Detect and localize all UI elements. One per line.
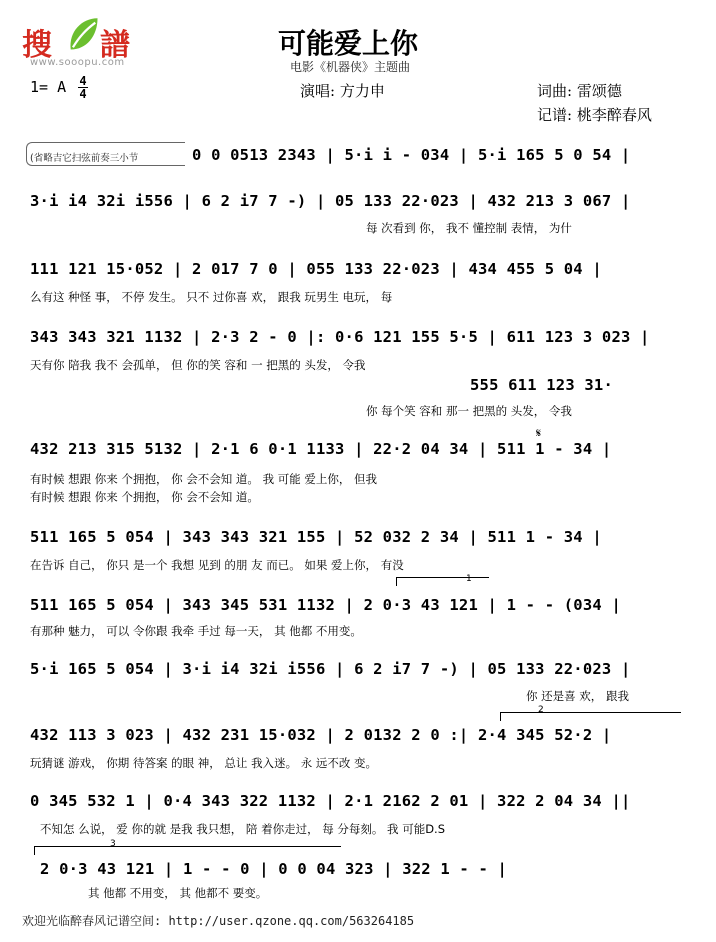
- volta-bracket-2: [500, 712, 681, 721]
- time-signature: [78, 75, 88, 100]
- lyric-row-7: 有那种 魅力， 可以 令你跟 我牵 手过 每一天， 其 他都 不用变。: [30, 624, 362, 638]
- notation-row-7: 511 165 5 054 | 343 345 531 1132 | 2 0·3 43 121 | 1 - - (034 |: [30, 596, 621, 614]
- lyric-row-3: 么有这 种怪 事， 不停 发生。 只不 过你喜 欢， 跟我 玩男生 电玩， 每: [30, 290, 393, 304]
- volta-label-1: 1: [466, 574, 472, 584]
- notation-row-11: 2 0·3 43 121 | 1 - - 0 | 0 0 04 323 | 322 1 - - |: [40, 860, 508, 878]
- leaf-icon: [66, 16, 100, 54]
- intro-note: (省略吉它扫弦前奏三小节: [30, 153, 139, 164]
- volta-bracket-3: [34, 846, 341, 855]
- notation-row-10: 0 345 532 1 | 0·4 343 322 1132 | 2·1 2162 2 01 | 322 2 04 34 ||: [30, 792, 631, 810]
- notation-row-5: 432 213 315 5132 | 2·1 6 0·1 1133 | 22·2 04 34 | 511 1 - 34 |: [30, 440, 612, 458]
- lyric-row-6: 在告诉 自己， 你只 是一个 我想 见到 的朋 友 而已。 如果 爱上你， 有没: [30, 558, 404, 572]
- notation-row-2: 3·i i4 32i i556 | 6 2 i7 7 -) | 05 133 22·023 | 432 213 3 067 |: [30, 192, 631, 210]
- notation-row-1: 0 0 0513 2343 | 5·i i - 034 | 5·i 165 5 0 54 |: [192, 146, 631, 164]
- segno-sign: 𝄋: [536, 426, 542, 440]
- notation-row-4: 343 343 321 1132 | 2·3 2 - 0 |: 0·6 121 155 5·5 | 611 123 3 023 |: [30, 328, 650, 346]
- notation-row-4-alt: 555 611 123 31·: [470, 376, 613, 394]
- logo-text-right: 譜: [100, 28, 130, 63]
- lyric-row-10: 不知怎 么说， 爱 你的就 是我 我只想， 陪 着你走过， 每 分每刻。 我 可能D.S: [40, 822, 446, 836]
- lyric-row-4: 天有你 陪我 我不 会孤单， 但 你的笑 容和 一 把黑的 头发， 令我: [30, 358, 366, 372]
- notation-row-9: 432 113 3 023 | 432 231 15·032 | 2 0132 2 0 :| 2·4 345 52·2 |: [30, 726, 612, 744]
- footer-text: 欢迎光临醉春风记谱空间: http://user.qzone.qq.com/563264185: [22, 914, 415, 928]
- logo-text-left: 搜: [22, 28, 52, 63]
- key-signature: 1= A: [30, 78, 67, 96]
- time-signature-bottom: 4: [79, 87, 87, 101]
- lyric-row-2: 每 次看到 你， 我不 懂控制 表情， 为什: [366, 221, 572, 235]
- credit-words-music: 词曲: 雷颂德: [537, 82, 622, 100]
- logo-url: www.sooopu.com: [30, 57, 125, 68]
- notation-row-6: 511 165 5 054 | 343 343 321 155 | 52 032 2 34 | 511 1 - 34 |: [30, 528, 602, 546]
- notation-row-8: 5·i 165 5 054 | 3·i i4 32i i556 | 6 2 i7 7 -) | 05 133 22·023 |: [30, 660, 631, 678]
- lyric-row-5: 有时候 想跟 你来 个拥抱， 你 会不会知 道。 我 可能 爱上你， 但我: [30, 472, 378, 486]
- lyric-row-11: 其 他都 不用变， 其 他都不 要变。: [88, 886, 268, 900]
- lyric-row-5b: 有时候 想跟 你来 个拥抱， 你 会不会知 道。: [30, 490, 259, 504]
- song-title: 可能爱上你: [278, 27, 419, 60]
- singer: 演唱: 方力申: [300, 82, 385, 100]
- time-signature-top: 4: [79, 74, 87, 88]
- song-subtitle: 电影《机器侠》主题曲: [290, 60, 411, 74]
- lyric-row-8: 你 还是喜 欢， 跟我: [526, 689, 629, 703]
- lyric-row-9: 玩猜谜 游戏， 你期 待答案 的眼 神， 总让 我入迷。 永 远不改 变。: [30, 756, 378, 770]
- notation-row-3: 111 121 15·052 | 2 017 7 0 | 055 133 22·023 | 434 455 5 04 |: [30, 260, 602, 278]
- volta-bracket-1: [396, 577, 489, 586]
- volta-label-3: 3: [110, 839, 116, 849]
- lyric-row-4-alt: 你 每个笑 容和 那一 把黑的 头发， 令我: [366, 404, 572, 418]
- credit-transcriber: 记谱: 桃李醉春风: [537, 106, 652, 124]
- volta-label-2: 2: [538, 705, 544, 715]
